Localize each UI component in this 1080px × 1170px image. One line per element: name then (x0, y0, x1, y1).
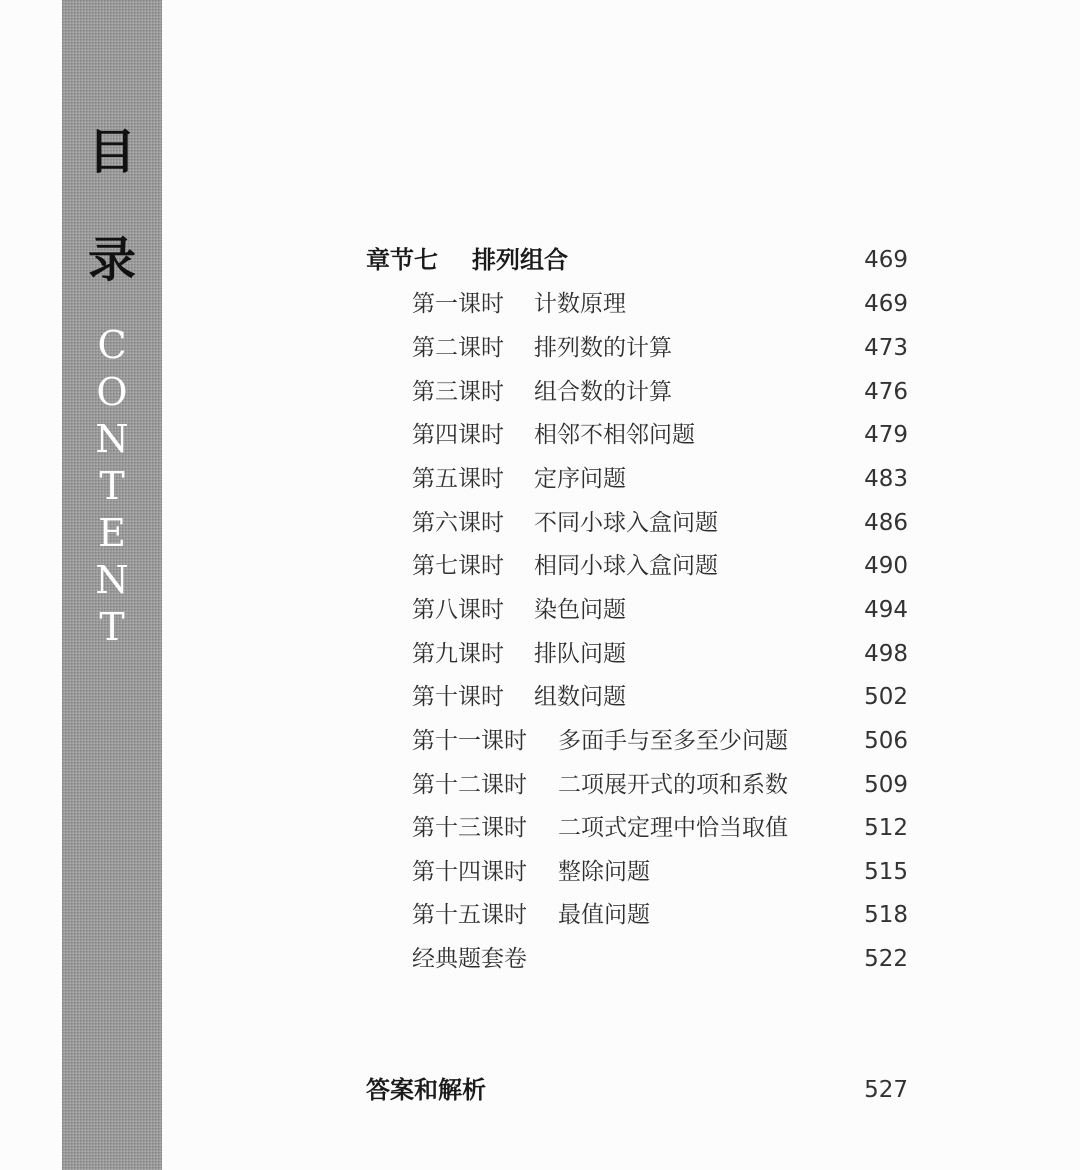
toc-entry-lesson-6[interactable] (0, 503, 1080, 543)
toc-entry-lesson-8[interactable] (0, 590, 1080, 630)
answers-row[interactable] (0, 1070, 1080, 1110)
sidebar-english-letter: C (97, 323, 127, 367)
lesson-label: 第二课时 (412, 335, 504, 361)
chapter-title: 排列组合 (472, 245, 568, 274)
lesson-label: 第三课时 (412, 379, 504, 405)
toc-entry-classic-papers[interactable] (0, 939, 1080, 979)
toc-entry-lesson-2[interactable] (0, 328, 1080, 368)
sidebar-english-letter: O (96, 370, 128, 414)
toc-entry-lesson-5[interactable] (0, 459, 1080, 499)
toc-entry-lesson-10[interactable] (0, 677, 1080, 717)
toc-entry-lesson-11[interactable] (0, 721, 1080, 761)
lesson-topic: 定序问题 (534, 466, 626, 492)
lesson-topic: 染色问题 (534, 597, 626, 623)
sidebar-english-letter: E (98, 511, 126, 555)
chapter-page-number: 469 (864, 247, 908, 273)
chapter-label: 章节七 (366, 245, 438, 274)
lesson-label: 第十课时 (412, 684, 504, 710)
lesson-topic: 相同小球入盒问题 (534, 553, 718, 579)
lesson-topic: 相邻不相邻问题 (534, 422, 695, 448)
page-number: 479 (864, 422, 908, 448)
lesson-topic: 组数问题 (534, 684, 626, 710)
lesson-label: 第一课时 (412, 291, 504, 317)
lesson-topic: 多面手与至多至少问题 (558, 728, 788, 754)
lesson-topic: 最值问题 (558, 902, 650, 928)
page-number: 494 (864, 597, 908, 623)
sidebar-title-char-mu: 目 (87, 124, 136, 180)
toc-entry-lesson-15[interactable] (0, 895, 1080, 935)
page-number: 512 (864, 815, 908, 841)
toc-entry-lesson-9[interactable] (0, 634, 1080, 674)
page-number: 518 (864, 902, 908, 928)
answers-title: 答案和解析 (366, 1075, 486, 1104)
toc-entry-lesson-1[interactable] (0, 284, 1080, 324)
lesson-label: 第八课时 (412, 597, 504, 623)
lesson-label: 第七课时 (412, 553, 504, 579)
lesson-label: 第十一课时 (412, 728, 527, 754)
page-number: 473 (864, 335, 908, 361)
lesson-label: 第六课时 (412, 510, 504, 536)
lesson-topic: 计数原理 (534, 291, 626, 317)
answers-page-number: 527 (864, 1077, 908, 1103)
lesson-topic: 不同小球入盒问题 (534, 510, 718, 536)
lesson-topic: 组合数的计算 (534, 379, 672, 405)
lesson-label: 第十二课时 (412, 772, 527, 798)
lesson-label: 经典题套卷 (412, 946, 527, 972)
page-number: 522 (864, 946, 908, 972)
page-number: 476 (864, 379, 908, 405)
lesson-label: 第十四课时 (412, 859, 527, 885)
toc-entry-lesson-3[interactable] (0, 372, 1080, 412)
page-number: 498 (864, 641, 908, 667)
toc-entry-lesson-12[interactable] (0, 765, 1080, 805)
page-number: 486 (864, 510, 908, 536)
sidebar-title-char-lu: 录 (87, 232, 136, 288)
lesson-topic: 排列数的计算 (534, 335, 672, 361)
page-number: 506 (864, 728, 908, 754)
sidebar-english-letter: T (99, 605, 125, 649)
lesson-label: 第五课时 (412, 466, 504, 492)
toc-entry-lesson-7[interactable] (0, 546, 1080, 586)
lesson-label: 第十五课时 (412, 902, 527, 928)
lesson-topic: 二项展开式的项和系数 (558, 772, 788, 798)
page-number: 502 (864, 684, 908, 710)
chapter-row[interactable] (0, 240, 1080, 280)
toc-entry-lesson-4[interactable] (0, 415, 1080, 455)
sidebar-english-letter: N (95, 417, 129, 461)
sidebar-english-letter: N (95, 558, 129, 602)
lesson-topic: 排队问题 (534, 641, 626, 667)
page-number: 490 (864, 553, 908, 579)
lesson-label: 第四课时 (412, 422, 504, 448)
toc-entry-lesson-14[interactable] (0, 852, 1080, 892)
page-number: 515 (864, 859, 908, 885)
page-number: 509 (864, 772, 908, 798)
sidebar-english-letter: T (99, 464, 125, 508)
toc-entry-lesson-13[interactable] (0, 808, 1080, 848)
lesson-topic: 整除问题 (558, 859, 650, 885)
page-number: 483 (864, 466, 908, 492)
lesson-topic: 二项式定理中恰当取值 (558, 815, 788, 841)
lesson-label: 第九课时 (412, 641, 504, 667)
lesson-label: 第十三课时 (412, 815, 527, 841)
page-number: 469 (864, 291, 908, 317)
